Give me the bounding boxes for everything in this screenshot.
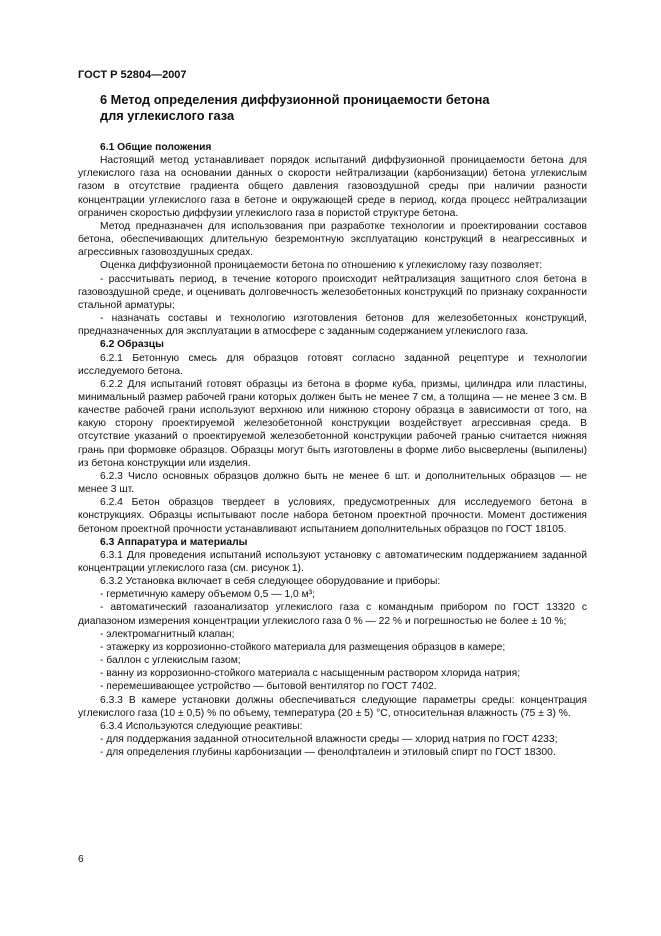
list-item: - этажерку из коррозионно-стойкого материала для размещения образцов в камере; (100, 641, 506, 653)
section-title-line2: для углекислого газа (100, 107, 235, 123)
document-header: ГОСТ Р 52804—2007 (78, 69, 187, 81)
paragraph: 6.2.2 Для испытаний готовят образцы из бетона в форме куба, призмы, цилиндра или пластины, минимальный размер рабочей грани которых должен быть не менее 7 см, а толщина — не менее 3 см. В качестве рабочей грани используют верхнюю или нижнюю сторону образца в зависимости от того, на какую сторону проектируемой железобетонной конструкции воздействует агрессивная среда. В отсутствие указаний о проектируемой железобетонной конструкции рабочей гранью считается нижняя грань при формовке образцов. Образцы могут быть изготовлены в форме либо высверлены (выпилены) из бетона конструкции или изделия. (78, 378, 587, 469)
list-item: - перемешивающее устройство — бытовой вентилятор по ГОСТ 7402. (100, 681, 437, 693)
paragraph: 6.2.3 Число основных образцов должно быть не менее 6 шт. и дополнительных образцов — не менее 3 шт. (78, 470, 587, 496)
paragraph: 6.2.4 Бетон образцов твердеет в условиях, предусмотренных для исследуемого бетона в конструкциях. Образцы испытывают после набора бетоном проектной прочности. Момент достижения бетоном проектной прочности устанавливают испытанием дополнительных образцов по ГОСТ 18105. (78, 497, 587, 535)
list-item: - герметичную камеру объемом 0,5 — 1,0 м³; (100, 589, 315, 601)
list-item: - для поддержания заданной относительной влажности среды — хлорид натрия по ГОСТ 4233; (100, 734, 558, 746)
list-item: - электромагнитный клапан; (100, 628, 235, 640)
subsection-heading-6-3: 6.3 Аппаратура и материалы (100, 536, 248, 548)
list-item: - рассчитывать период, в течение которого происходит нейтрализация защитного слоя бетона в газовоздушной среде, и оценивать долговечность железобетонных конструкций по признаку сохранности стальной арматуры; (78, 273, 587, 311)
page-number: 6 (78, 854, 84, 865)
paragraph: 6.3.1 Для проведения испытаний используют установку с автоматическим поддержанием заданной концентрации углекислого газа (см. рисунок 1). (78, 549, 587, 574)
document-body (78, 92, 587, 759)
subsection-heading-6-2: 6.2 Образцы (100, 339, 164, 351)
section-title-line1: 6 Метод определения диффузионной проницаемости бетона (100, 92, 490, 107)
paragraph: 6.3.4 Используются следующие реактивы: (100, 720, 303, 732)
list-item: - автоматический газоанализатор углекислого газа с командным прибором по ГОСТ 13320 с диапазоном измерения концентрации углекислого газа 0 % — 22 % и погрешностью не более ± 10 %; (78, 602, 587, 627)
list-item: - назначать составы и технологию изготовления бетонов для железобетонных конструкций, предназначенных для эксплуатации в атмосфере с заданным содержанием углекислого газа. (78, 313, 587, 338)
section-title (78, 92, 587, 123)
subsection-heading-6-1: 6.1 Общие положения (100, 142, 212, 153)
paragraph: Настоящий метод устанавливает порядок испытаний диффузионной проницаемости бетона для углекислого газа на основании данных о скорости нейтрализации (карбонизации) бетона углекислым газом в отсутствие градиента общего давления газовоздушной среды при наличии разности концентрации углекислого газа в бетоне и окружающей среде в период, когда процесс нейтрализации ограничен скоростью диффузии углекислого газа в пористой структуре бетона. (78, 155, 587, 219)
paragraph: 6.3.2 Установка включает в себя следующее оборудование и приборы: (100, 576, 441, 588)
paragraph: 6.3.3 В камере установки должны обеспечиваться следующие параметры среды: концентрация углекислого газа (10 ± 0,5) % по объему, температура (20 ± 5) °С, относительная влажность (75 ± 3) %. (78, 694, 587, 719)
list-item: - ванну из коррозионно-стойкого материала с насыщенным раствором хлорида натрия; (100, 668, 521, 680)
paragraph: 6.2.1 Бетонную смесь для образцов готовят согласно заданной рецептуре и технологии исследуемого бетона. (78, 352, 587, 377)
paragraph: Оценка диффузионной проницаемости бетона по отношению к углекислому газу позволяет: (100, 260, 543, 272)
list-item: - для определения глубины карбонизации — фенолфталеин и этиловый спирт по ГОСТ 18300. (100, 747, 556, 759)
paragraph: Метод предназначен для использования при разработке технологии и проектировании составов бетона, обеспечивающих длительную безремонтную эксплуатацию конструкций в неагрессивных и агрессивных газовоздушных средах. (78, 220, 587, 259)
list-item: - баллон с углекислым газом; (100, 655, 241, 667)
